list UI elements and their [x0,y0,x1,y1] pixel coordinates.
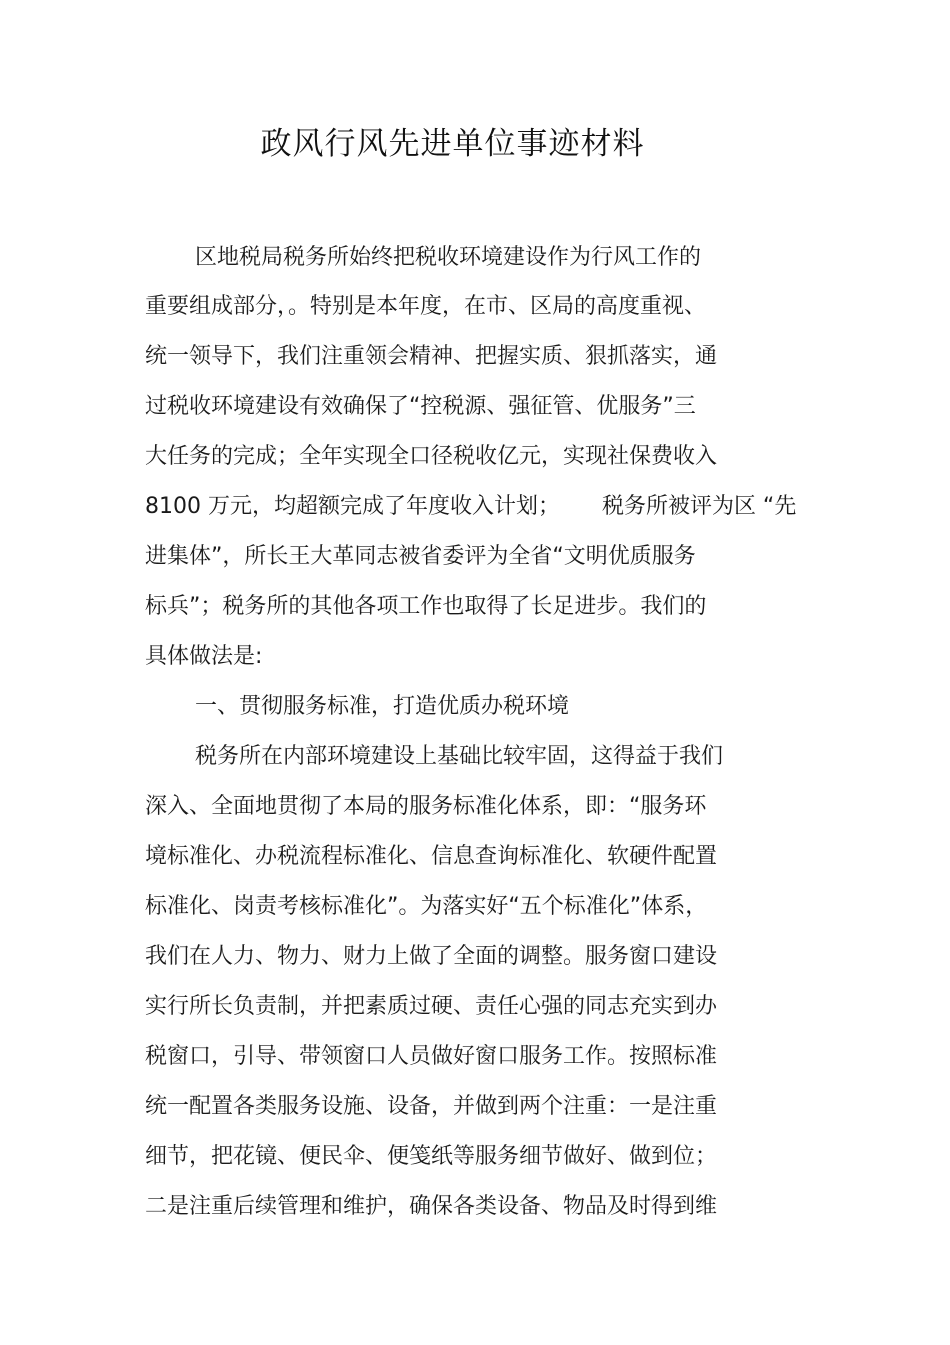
paragraph-line: 重要组成部分，。特别是本年度，在市、区局的高度重视、 [145,294,707,319]
paragraph-line: 细节，把花镜、便民伞、便笺纸等服务细节做好、做到位； [145,1144,718,1169]
paragraph-line: 统一配置各类服务设施、设备，并做到两个注重：一是注重 [145,1094,718,1119]
paragraph-line: 大任务的完成；全年实现全口径税收亿元，实现社保费收入 [145,444,718,469]
document-title: 政风行风先进单位事迹材料 [260,126,645,162]
section-heading: 一、贯彻服务标准，打造优质办税环境 [195,694,570,719]
paragraph-line: 8100 万元，均超额完成了年度收入计划； 税务所被评为区 “先 [145,494,797,519]
paragraph-line: 标准化、岗责考核标准化”。为落实好“五个标准化”体系， [145,894,708,919]
paragraph-line: 进集体”，所长王大革同志被省委评为全省“文明优质服务 [145,544,696,569]
paragraph-line: 标兵”；税务所的其他各项工作也取得了长足进步。我们的 [145,594,707,619]
paragraph-line: 二是注重后续管理和维护，确保各类设备、物品及时得到维 [145,1194,718,1219]
paragraph-line: 实行所长负责制，并把素质过硬、责任心强的同志充实到办 [145,994,718,1019]
paragraph-line: 境标准化、办税流程标准化、信息查询标准化、软硬件配置 [145,844,718,869]
paragraph-line: 税务所在内部环境建设上基础比较牢固，这得益于我们 [195,744,724,769]
paragraph-line: 统一领导下，我们注重领会精神、把握实质、狠抓落实，通 [145,344,718,369]
paragraph-line: 过税收环境建设有效确保了“控税源、强征管、优服务”三 [145,394,696,419]
paragraph-line: 税窗口，引导、带领窗口人员做好窗口服务工作。按照标准 [145,1044,718,1069]
paragraph-line: 我们在人力、物力、财力上做了全面的调整。服务窗口建设 [145,944,718,969]
paragraph-line: 深入、全面地贯彻了本局的服务标准化体系，即：“服务环 [145,794,707,819]
paragraph-line: 区地税局税务所始终把税收环境建设作为行风工作的 [195,245,702,270]
paragraph-line: 具体做法是: [145,644,263,669]
